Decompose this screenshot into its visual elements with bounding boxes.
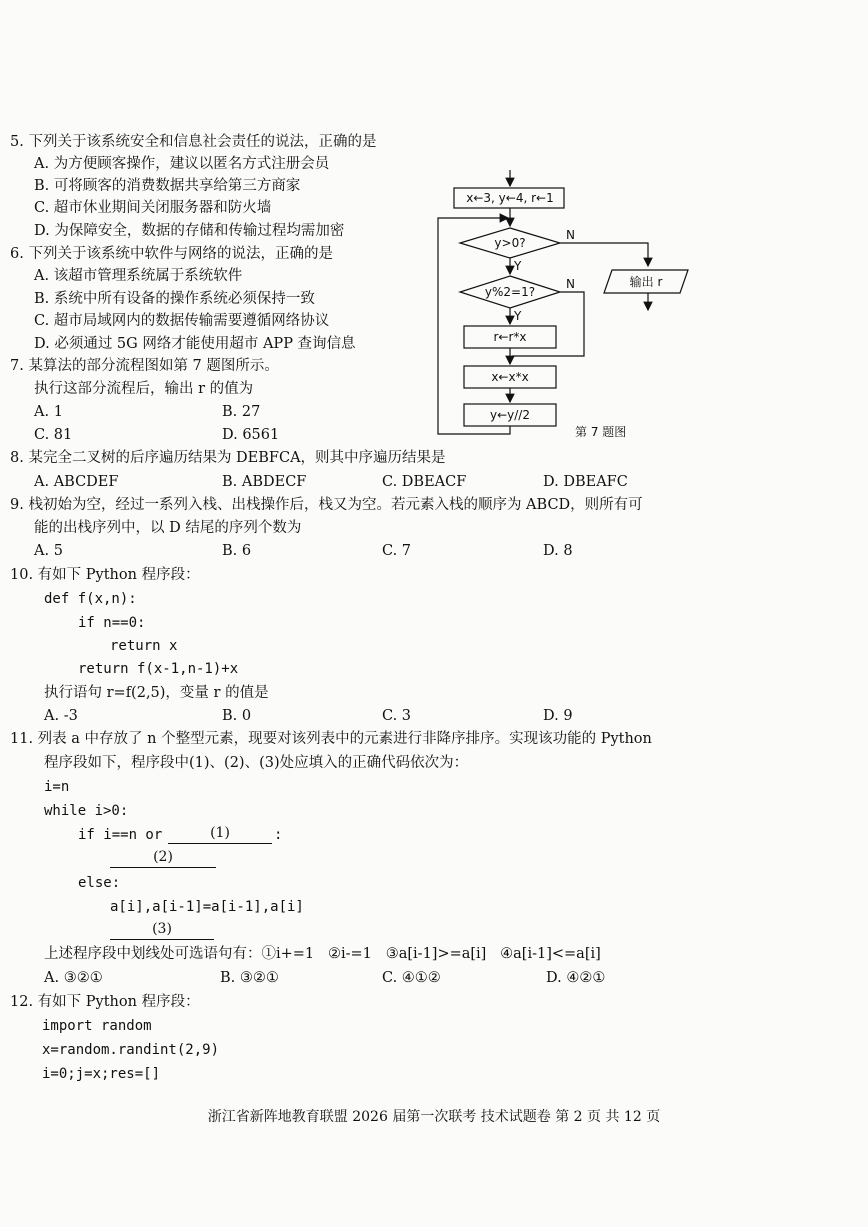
q11-code-line3: if i==n or (78, 827, 163, 843)
q10-code-line1: def f(x,n): (44, 591, 137, 607)
flow-step1-text: r←r*x (493, 330, 527, 344)
q11-option-b: B. ③②① (220, 970, 279, 986)
q10-option-d: D. 9 (543, 708, 573, 724)
page-footer: 浙江省新阵地教育联盟 2026 届第一次联考 技术试题卷 第 2 页 共 12 页 (207, 1109, 661, 1125)
q6-option-b: B. 系统中所有设备的操作系统必须保持一致 (34, 291, 315, 307)
q11-code-line2: while i>0: (44, 803, 129, 819)
flow-cond1-text: y>0? (494, 236, 526, 250)
flow-caption: 第 7 题图 (575, 425, 627, 439)
q5-option-c: C. 超市休业期间关闭服务器和防火墙 (34, 200, 272, 216)
q6-option-d: D. 必须通过 5G 网络才能使用超市 APP 查询信息 (34, 336, 356, 352)
q12-code-line1: import random (42, 1018, 152, 1034)
q9-stem-line1: 9. 栈初始为空，经过一系列入栈、出栈操作后，栈又为空。若元素入栈的顺序为 ABCD，则所有可 (10, 497, 643, 513)
q9-stem-line2: 能的出栈序列中，以 D 结尾的序列个数为 (34, 520, 302, 536)
q12-code-line3: i=0;j=x;res=[] (42, 1066, 161, 1082)
q7-stem-line2: 执行这部分流程后，输出 r 的值为 (34, 381, 254, 397)
q10-code-line2: if n==0: (78, 615, 146, 631)
q11-code-colon: : (274, 827, 283, 843)
q8-option-a: A. ABCDEF (34, 474, 119, 490)
q11-blank-2: (2) (110, 847, 216, 868)
q8-stem: 8. 某完全二叉树的后序遍历结果为 DEBFCA，则其中序遍历结果是 (10, 450, 446, 466)
q11-code-line1: i=n (44, 779, 70, 795)
q11-code-else: else: (78, 875, 121, 891)
q6-option-a: A. 该超市管理系统属于系统软件 (34, 268, 243, 284)
q10-code-line4: return f(x-1,n-1)+x (78, 661, 239, 677)
q11-option-d: D. ④②① (546, 970, 606, 986)
q11-stem-line1: 11. 列表 a 中存放了 n 个整型元素，现要对该列表中的元素进行非降序排序。实现该功能的 Python (10, 731, 652, 747)
q12-stem: 12. 有如下 Python 程序段： (10, 994, 200, 1010)
flow-cond2-yes: Y (514, 309, 522, 323)
q11-option-c: C. ④①② (382, 970, 441, 986)
q6-stem: 6. 下列关于该系统中软件与网络的说法，正确的是 (10, 246, 333, 262)
q11-stem-line2: 程序段如下，程序段中(1)、(2)、(3)处应填入的正确代码依次为： (44, 755, 469, 771)
q6-option-c: C. 超市局域网内的数据传输需要遵循网络协议 (34, 313, 330, 329)
q12-code-line2: x=random.randint(2,9) (42, 1042, 220, 1058)
flow-init-text: x←3, y←4, r←1 (466, 191, 554, 205)
q7-stem-line1: 7. 某算法的部分流程图如第 7 题图所示。 (10, 358, 279, 374)
q5-option-d: D. 为保障安全，数据的存储和传输过程均需加密 (34, 223, 345, 239)
q7-option-d: D. 6561 (222, 427, 280, 443)
q10-option-a: A. -3 (44, 708, 78, 724)
q9-option-b: B. 6 (222, 543, 252, 559)
q10-stem: 10. 有如下 Python 程序段： (10, 567, 200, 583)
flow-output-text: 输出 r (629, 275, 663, 289)
q11-blank-3: (3) (110, 919, 214, 940)
flow-cond2-text: y%2=1? (484, 285, 536, 299)
q7-option-b: B. 27 (222, 404, 261, 420)
q8-option-c: C. DBEACF (382, 474, 467, 490)
flow-step3-text: y←y//2 (490, 408, 530, 422)
q11-choices: 上述程序段中划线处可选语句有：①i+=1 ②i-=1 ③a[i-1]>=a[i] ④a[i-1]<=a[i] (44, 946, 601, 962)
q10-code-line3: return x (110, 638, 178, 654)
q7-option-c: C. 81 (34, 427, 73, 443)
q11-code-swap: a[i],a[i-1]=a[i-1],a[i] (110, 899, 304, 915)
q5-option-b: B. 可将顾客的消费数据共享给第三方商家 (34, 178, 301, 194)
q10-option-b: B. 0 (222, 708, 252, 724)
q11-option-a: A. ③②① (44, 970, 103, 986)
flow-step2-text: x←x*x (491, 370, 529, 384)
q8-option-b: B. ABDECF (222, 474, 307, 490)
q11-blank-1: (1) (168, 823, 272, 844)
q5-option-a: A. 为方便顾客操作，建议以匿名方式注册会员 (34, 156, 330, 172)
q9-option-a: A. 5 (34, 543, 63, 559)
q9-option-c: C. 7 (382, 543, 412, 559)
q8-option-d: D. DBEAFC (543, 474, 628, 490)
q5-stem: 5. 下列关于该系统安全和信息社会责任的说法，正确的是 (10, 134, 377, 150)
q7-option-a: A. 1 (34, 404, 63, 420)
flow-cond1-no: N (566, 228, 575, 242)
q9-option-d: D. 8 (543, 543, 573, 559)
q10-after: 执行语句 r=f(2,5)，变量 r 的值是 (44, 685, 269, 701)
q10-option-c: C. 3 (382, 708, 412, 724)
flow-cond1-yes: Y (514, 259, 522, 273)
flow-cond2-no: N (566, 277, 575, 291)
q7-flowchart (430, 168, 700, 443)
